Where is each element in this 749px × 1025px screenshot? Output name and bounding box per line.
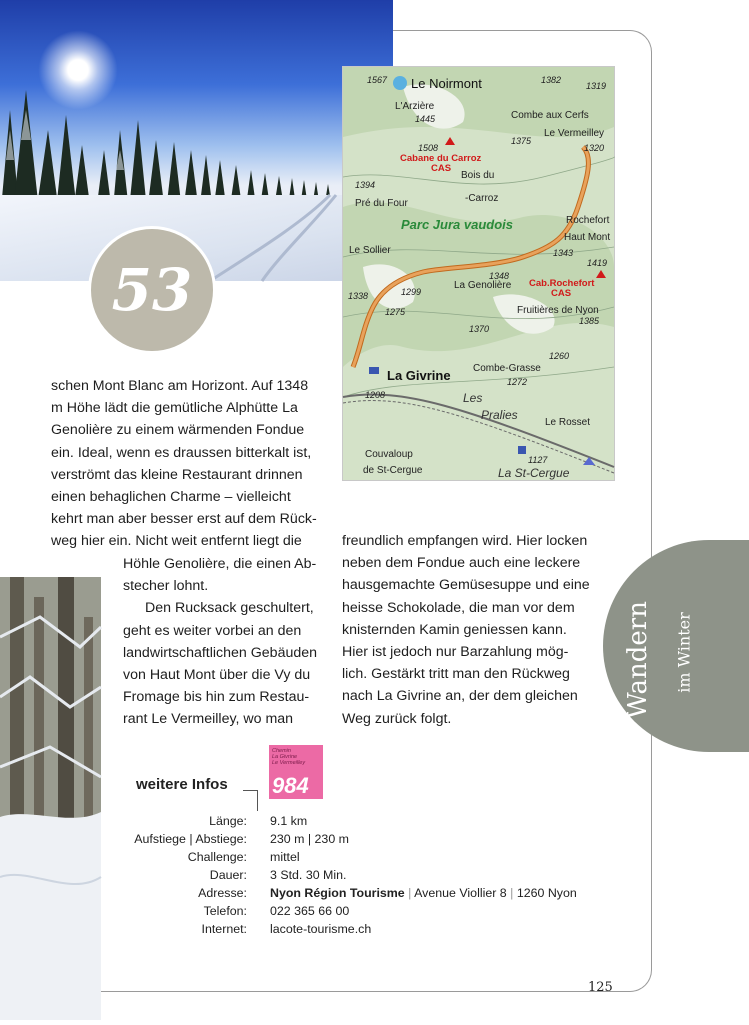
- sticker-text: [272, 748, 305, 766]
- map-label: CAS: [551, 288, 572, 299]
- map-label: CAS: [431, 163, 452, 174]
- map-height: 1208: [365, 390, 386, 400]
- map-label: Fruitières de Nyon: [517, 305, 599, 316]
- text-line: weg hier ein. Nicht weit entfernt liegt die: [51, 533, 302, 550]
- info-values: [270, 812, 630, 938]
- map-label: Combe-Grasse: [473, 363, 541, 374]
- sticker-line: Chemin: [272, 748, 291, 754]
- text-line: verströmt das kleine Restaurant drinnen: [51, 466, 303, 483]
- map-height: 1127: [528, 455, 548, 465]
- infos-heading: weitere Infos: [136, 776, 228, 793]
- text-line: einen behaglichen Charme – vielleicht: [51, 489, 291, 506]
- map-height: 1370: [469, 324, 490, 334]
- text-line: nach La Givrine an, der dem gleichen: [342, 688, 578, 705]
- section-tab-label: [608, 540, 694, 752]
- text-column-1: [51, 375, 323, 553]
- map-label: Pralies: [481, 408, 518, 422]
- map-height: 1394: [355, 180, 376, 190]
- map-label: Rochefort: [566, 215, 610, 226]
- map-label: Haut Mont: [564, 232, 611, 243]
- map-label: Le Rosset: [545, 417, 591, 428]
- map-height: 1338: [348, 291, 369, 301]
- map-label: -Carroz: [465, 193, 499, 204]
- map-height: 1445: [415, 114, 436, 124]
- text-line: Höhle Genolière, die einen Ab-: [123, 556, 317, 572]
- map-height: 1275: [385, 307, 406, 317]
- info-label: Telefon:: [203, 904, 247, 918]
- info-label: Internet:: [201, 922, 247, 936]
- text-line: lich. Gestärkt tritt man den Rückweg: [342, 666, 570, 683]
- map-height: 1375: [511, 136, 532, 146]
- info-value: 3 Std. 30 Min.: [270, 868, 347, 882]
- text-line: geht es weiter vorbei an den: [123, 622, 302, 639]
- text-column-2: [342, 530, 612, 730]
- winter-forest-photo: [0, 0, 393, 281]
- map-height: 1567: [367, 75, 388, 85]
- map-label: Le Noirmont: [411, 76, 482, 91]
- info-value: 230 m | 230 m: [270, 832, 349, 846]
- text-line: rant Le Vermeilley, wo man: [123, 711, 294, 728]
- sticker-number: 984: [272, 773, 309, 798]
- route-map: [342, 66, 615, 481]
- info-labels: [100, 812, 247, 942]
- map-label: Bois du: [461, 170, 495, 181]
- map-label: Couvaloup: [365, 449, 413, 460]
- map-height: 1382: [541, 75, 562, 85]
- info-value: 9.1 km: [270, 814, 308, 828]
- address-street: Avenue Viollier 8: [414, 886, 507, 900]
- chapter-number-badge: 53: [88, 226, 216, 354]
- trees-illustration: [0, 577, 101, 1020]
- page-number: 125: [588, 980, 613, 995]
- text-line: Weg zurück folgt.: [342, 710, 452, 727]
- map-label: de St-Cergue: [363, 465, 423, 476]
- map-height: 1348: [489, 271, 510, 281]
- map-height: 1320: [584, 143, 605, 153]
- map-label: La Genolière: [454, 280, 512, 291]
- info-label: Aufstiege | Abstiege:: [134, 832, 247, 846]
- text-line: m Höhe lädt die gemütliche Alphütte La: [51, 400, 298, 417]
- parking-icon: [518, 446, 526, 454]
- map-height: 1272: [507, 377, 528, 387]
- map-label: L'Arzière: [395, 101, 435, 112]
- info-label: Challenge:: [187, 850, 247, 864]
- text-line: von Haut Mont über die Vy du: [123, 667, 311, 684]
- map-label: Cab.Rochefort: [529, 278, 595, 289]
- map-label: Les: [463, 391, 483, 405]
- text-line: ein. Ideal, wenn es draussen bitterkalt ist,: [51, 444, 312, 461]
- sticker-line: Le Vermeilley: [272, 760, 306, 766]
- text-line: hausgemachte Gemüsesuppe und eine: [342, 577, 590, 594]
- map-height: 1419: [587, 258, 608, 268]
- map-height: 1299: [401, 287, 422, 297]
- map-height: 1508: [418, 143, 439, 153]
- infos-bracket: [243, 790, 258, 811]
- address-city: 1260 Nyon: [516, 886, 577, 900]
- info-value: mittel: [270, 850, 300, 864]
- snowflake-icon: [393, 76, 407, 90]
- info-label: Länge:: [209, 814, 247, 828]
- snowy-trees-photo: [0, 577, 101, 1020]
- map-height: 1343: [553, 248, 574, 258]
- map-height: 1385: [579, 316, 600, 326]
- map-label: La St-Cergue: [498, 466, 570, 480]
- text-line: Den Rucksack geschultert,: [145, 600, 314, 617]
- map-height: 1260: [549, 351, 570, 361]
- info-label: Adresse:: [198, 886, 247, 900]
- map-label: Cabane du Carroz: [400, 153, 482, 164]
- text-line: freundlich empfangen wird. Hier locken: [342, 533, 588, 549]
- address-org: Nyon Région Tourisme: [270, 886, 405, 900]
- text-line: schen Mont Blanc am Horizont. Auf 1348: [51, 378, 309, 394]
- map-label: Le Vermeilley: [544, 128, 605, 139]
- text-line: neben dem Fondue auch eine leckere: [342, 555, 581, 572]
- info-value-website: lacote-tourisme.ch: [270, 922, 372, 936]
- text-line: Genolière zu einem wärmenden Fondue: [51, 422, 305, 439]
- section-title: Wandern: [623, 601, 653, 719]
- map-label: Combe aux Cerfs: [511, 110, 589, 121]
- map-label: La Givrine: [387, 368, 451, 383]
- info-label: Dauer:: [209, 868, 247, 882]
- train-station-icon: [369, 367, 379, 374]
- route-map-svg: [343, 67, 614, 480]
- section-subtitle: im Winter: [674, 612, 694, 693]
- map-label: Parc Jura vaudois: [401, 217, 513, 232]
- map-label: Pré du Four: [355, 198, 408, 209]
- text-line: knisternden Kamin geniessen kann.: [342, 621, 567, 638]
- text-line: kehrt man aber besser erst auf dem Rück-: [51, 511, 317, 528]
- map-label: Le Sollier: [349, 245, 391, 256]
- route-sticker: [269, 745, 323, 799]
- sticker-line: La Givrine: [272, 754, 298, 760]
- text-column-1b: [123, 553, 323, 731]
- info-value-phone: 022 365 66 00: [270, 904, 350, 918]
- text-line: Hier ist jedoch nur Barzahlung mög-: [342, 644, 569, 661]
- map-height: 1319: [586, 81, 607, 91]
- text-line: heisse Schokolade, die man vor dem: [342, 599, 575, 616]
- info-value-address: Nyon Région Tourisme | Avenue Viollier 8 | 1260 Nyon: [270, 886, 577, 900]
- text-line: Fromage bis hin zum Restau-: [123, 689, 310, 706]
- text-line: stecher lohnt.: [123, 578, 209, 595]
- text-line: landwirtschaftlichen Gebäuden: [123, 644, 318, 661]
